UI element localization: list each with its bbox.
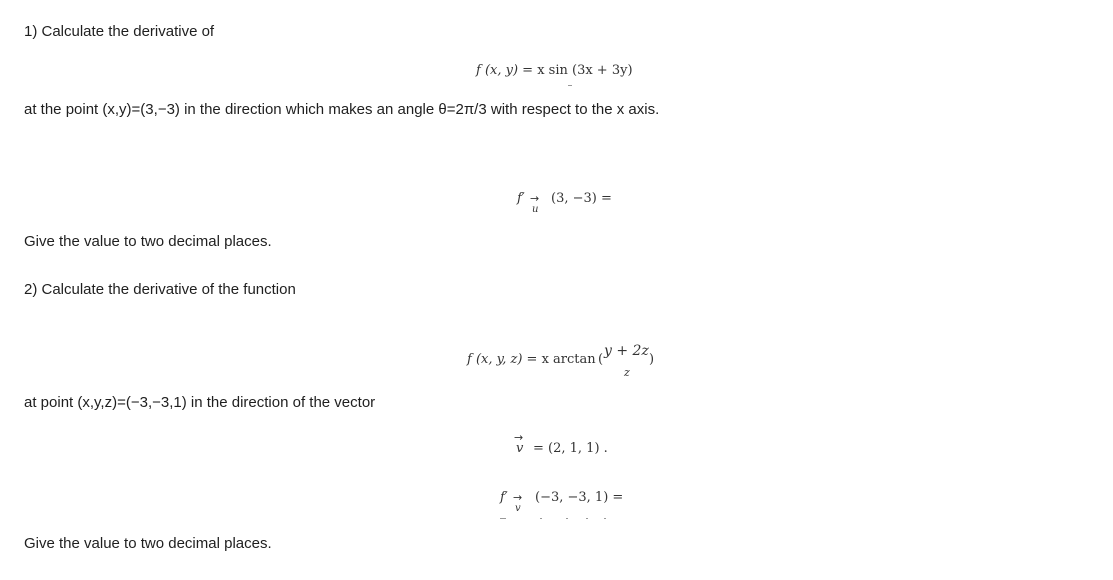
problem2-frac-numerator: y + 2z: [604, 343, 649, 359]
problem2-vector-name: v: [516, 441, 524, 456]
arrow-icon: →: [513, 491, 523, 504]
left-paren: (: [598, 352, 604, 367]
problem2-function-rhs: x arctan: [541, 352, 596, 367]
problem2-intro: 2) Calculate the derivative of the function: [24, 281, 296, 298]
problem2-cutoff-mark-3: [566, 518, 568, 519]
problem2-vector-value: = (2, 1, 1) .: [533, 441, 608, 456]
problem2-cutoff-mark-2: [540, 518, 542, 519]
vector-arrow-icon: →: [514, 431, 524, 444]
problem1-function: [476, 63, 633, 79]
problem1-function-lhs: f (x, y) =: [476, 63, 534, 78]
problem2-cutoff-mark-4: [586, 518, 588, 519]
problem2-function-lhs: f (x, y, z) =: [467, 352, 538, 367]
problem2-answer-sub: v: [515, 503, 521, 514]
problem1-answer-args: (3, −3) =: [551, 191, 612, 206]
problem1-intro: 1) Calculate the derivative of: [24, 23, 215, 40]
problem2-function-text: [467, 352, 596, 368]
problem1-answer-f: f′: [517, 191, 525, 206]
problem2-point-text: at point (x,y,z)=(−3,−3,1) in the direction of the vector: [24, 394, 376, 411]
arrow-icon: →: [530, 192, 540, 205]
problem1-function-rhs: x sin (3x + 3y): [537, 63, 633, 78]
problem2-cutoff-mark-5: [604, 518, 606, 519]
problem1-cutoff-mark: [568, 85, 572, 86]
problem2-frac-denominator: z: [624, 366, 630, 379]
right-paren: ): [649, 352, 655, 367]
problem2-answer-f: f′: [500, 490, 508, 505]
problem2-answer-args: (−3, −3, 1) =: [535, 490, 624, 505]
problem2-instruction: Give the value to two decimal places.: [24, 535, 272, 552]
problem1-instruction: Give the value to two decimal places.: [24, 233, 272, 250]
problem1-point-text: at the point (x,y)=(3,−3) in the direction which makes an angle θ=2π/3 with respect to the x axis.: [24, 101, 660, 118]
problem2-cutoff-mark-1: [500, 518, 506, 519]
problem1-answer-sub: u: [532, 204, 539, 215]
